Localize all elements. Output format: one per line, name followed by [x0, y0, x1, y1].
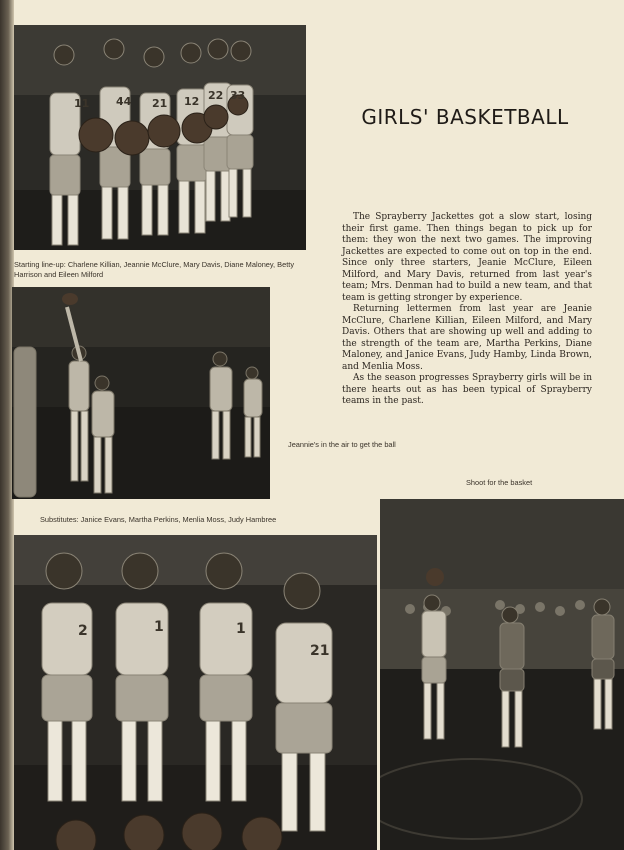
jersey-number: 21 — [152, 97, 168, 110]
article-paragraph: As the season progresses Sprayberry girls will be in there hearts out as has been typical of Sprayberry teams in the past. — [342, 373, 592, 406]
jersey-number: 44 — [116, 95, 132, 108]
jersey-number: 1 — [154, 619, 164, 635]
jersey-number: 22 — [208, 89, 224, 102]
jersey-number: 2 — [78, 623, 88, 639]
starting-lineup-caption: Starting line-up: Charlene Killian, Jeannie McClure, Mary Davis, Diane Maloney, Betty Harrison and Eileen Milford — [14, 260, 295, 279]
shoot-photo — [380, 499, 624, 850]
article-paragraph: The Sprayberry Jackettes got a slow start, losing their first game. Then things began to pick up for them: they won the next two games. The improving Jackettes are expected to come out on top in the end. Since only three starters, Jeanie McClure, Eileen Milford, and Mary Davis, returned from last year's team; Mrs. Denman had to build a new team, and that team is getting stronger by experience. — [342, 212, 592, 303]
jersey-number: 11 — [74, 97, 90, 110]
jersey-number: 1 — [236, 621, 246, 637]
substitutes-photo — [14, 535, 377, 850]
jump-ball-photo — [12, 287, 270, 499]
jersey-number: 33 — [230, 89, 246, 102]
jersey-number: 12 — [184, 95, 200, 108]
starting-lineup-photo — [14, 25, 306, 250]
jersey-number: 21 — [310, 643, 330, 659]
page-title: GIRLS' BASKETBALL — [361, 105, 569, 129]
shoot-caption: Shoot for the basket — [466, 478, 533, 487]
jump-ball-caption: Jeannie's in the air to get the ball — [288, 440, 396, 449]
substitutes-caption: Substitutes: Janice Evans, Martha Perkins, Menlia Moss, Judy Hambree — [40, 515, 277, 524]
article-paragraph: Returning lettermen from last year are Jeanie McClure, Charlene Killian, Eileen Milford, and Mary Davis. Others that are showing up well and adding to the strength of the team are, Martha Perkins, Diane Maloney, and Janice Evans, Judy Hamby, Linda Brown, and Menlia Moss. — [342, 304, 592, 372]
article-body — [342, 212, 592, 408]
